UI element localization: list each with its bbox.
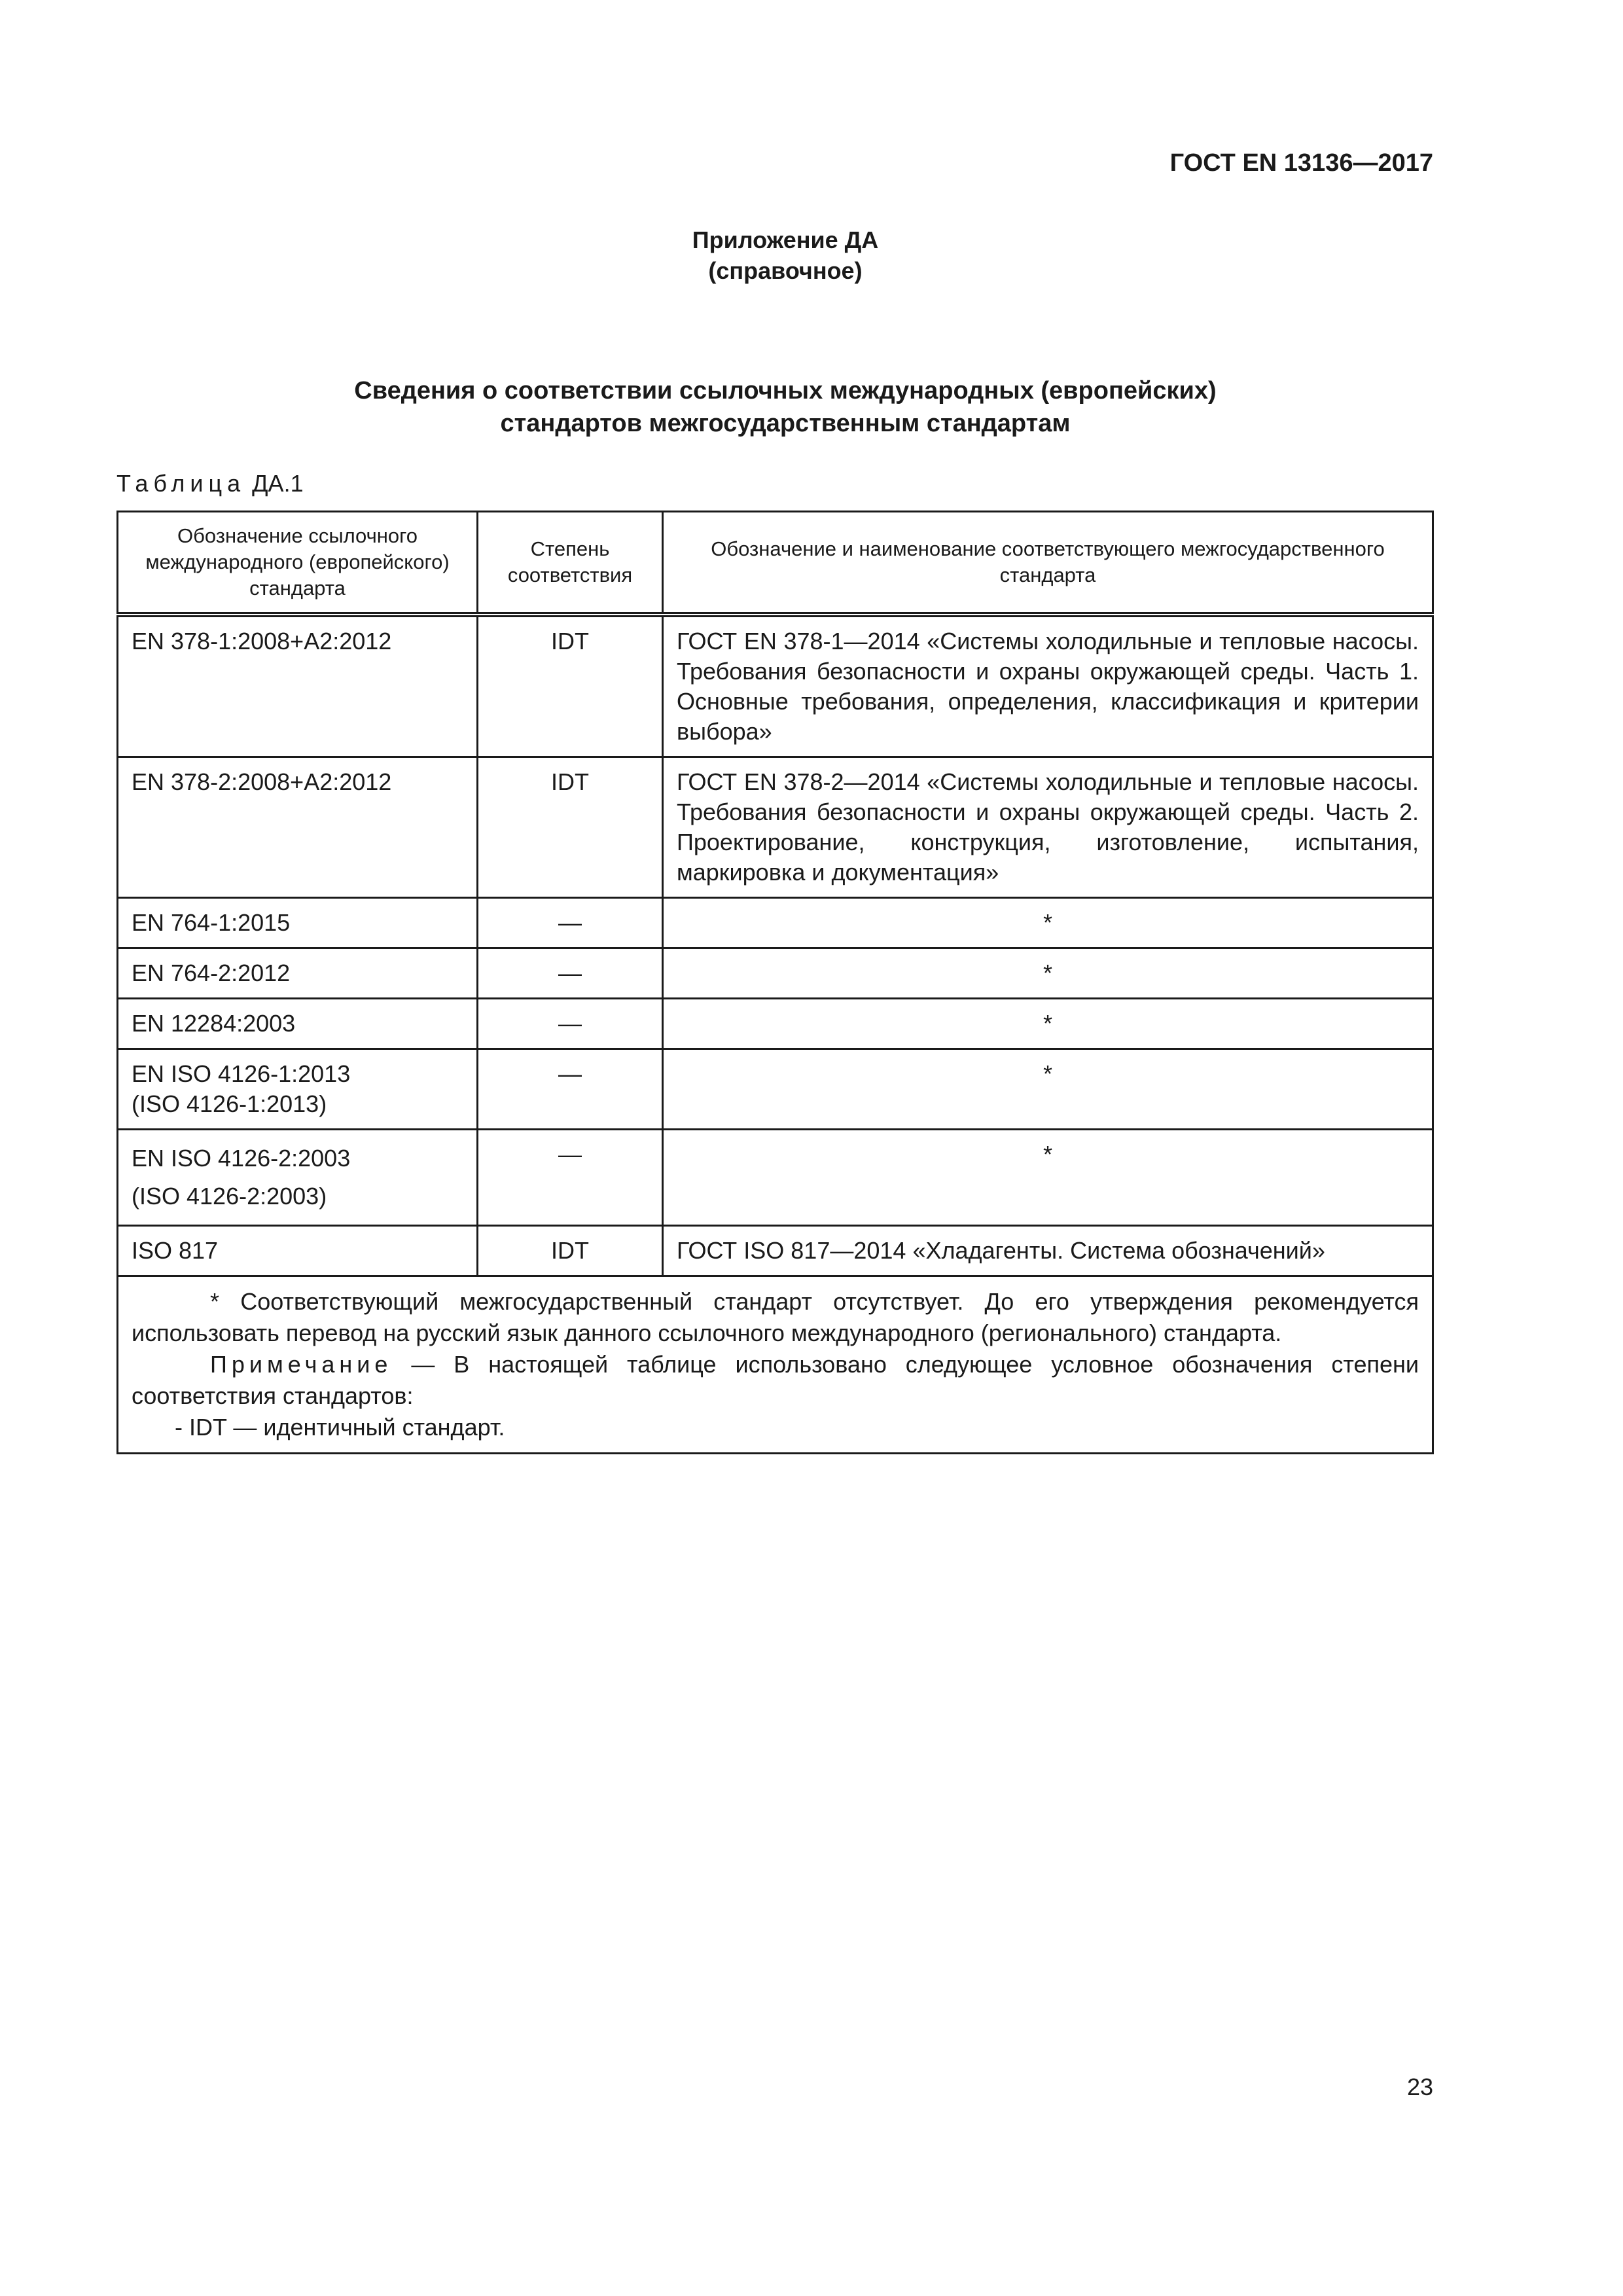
table-label (116, 470, 304, 497)
page-number: 23 (1406, 2073, 1433, 2100)
table-footnote (118, 1276, 1433, 1454)
footnote-bullet: - IDT — идентичный стандарт. (175, 1414, 505, 1441)
degree-cell: IDT (478, 1226, 663, 1276)
gost-cell: ГОСТ EN 378-1—2014 «Системы холодильные и тепловые насосы. Требования безопасности и охраны окружающей среды. Часть 1. Основные требования, определения, классификация и критерии выбора» (663, 615, 1433, 757)
standards-table (116, 511, 1434, 1454)
gost-cell: * (663, 948, 1433, 999)
header-degree: Степень соответствия (478, 512, 663, 615)
heading-line-2: стандартов межгосударственным стандартам (500, 410, 1071, 437)
document-code: ГОСТ EN 13136—2017 (1169, 149, 1433, 177)
table-header-row (118, 512, 1433, 615)
table-footnote-row (118, 1276, 1433, 1454)
footnote-note (132, 1349, 1419, 1412)
ref-cell: EN ISO 4126-2:2003 (ISO 4126-2:2003) (118, 1130, 478, 1226)
ref-cell: EN ISO 4126-1:2013 (ISO 4126-1:2013) (118, 1049, 478, 1130)
header-ref-standard: Обозначение ссылочного международного (европейского) стандарта (118, 512, 478, 615)
heading-line-1: Сведения о соответствии ссылочных международных (европейских) (354, 377, 1217, 404)
note-word: Примечание (210, 1351, 393, 1378)
header-gost-standard: Обозначение и наименование соответствующего межгосударственного стандарта (663, 512, 1433, 615)
ref-cell: EN 764-1:2015 (118, 898, 478, 948)
gost-cell: * (663, 1130, 1433, 1226)
annex-title: Приложение ДА (692, 226, 879, 253)
ref-cell: EN 764-2:2012 (118, 948, 478, 999)
ref-cell: EN 378-2:2008+A2:2012 (118, 757, 478, 898)
table-label-word: Таблица (116, 470, 246, 497)
ref-cell: EN 378-1:2008+A2:2012 (118, 615, 478, 757)
degree-cell: — (478, 1049, 663, 1130)
degree-cell: — (478, 898, 663, 948)
table-row (118, 1226, 1433, 1276)
degree-cell: — (478, 1130, 663, 1226)
table-row (118, 898, 1433, 948)
degree-cell: — (478, 948, 663, 999)
table-row (118, 999, 1433, 1049)
gost-cell: * (663, 999, 1433, 1049)
degree-cell: IDT (478, 757, 663, 898)
gost-cell: * (663, 898, 1433, 948)
table-label-number: ДА.1 (252, 470, 304, 497)
ref-cell: EN 12284:2003 (118, 999, 478, 1049)
table-row (118, 948, 1433, 999)
degree-cell: IDT (478, 615, 663, 757)
section-heading (0, 374, 1571, 440)
ref-cell: ISO 817 (118, 1226, 478, 1276)
table-row (118, 1130, 1433, 1226)
table-row (118, 1049, 1433, 1130)
footnote-star-text: * Соответствующий межгосударственный стандарт отсутствует. До его утверждения рекомендуется использовать перевод на русский язык данного ссылочного международного (регионального) стандарта. (132, 1288, 1419, 1346)
table-row (118, 757, 1433, 898)
annex-subtitle: (справочное) (708, 257, 863, 284)
note-text: — В настоящей таблице использовано следующее условное обозначения степени соответствия стандартов: (132, 1351, 1419, 1409)
gost-cell: ГОСТ ISO 817—2014 «Хладагенты. Система обозначений» (663, 1226, 1433, 1276)
table-row (118, 615, 1433, 757)
gost-cell: ГОСТ EN 378-2—2014 «Системы холодильные и тепловые насосы. Требования безопасности и охраны окружающей среды. Часть 2. Проектирование, конструкция, изготовление, испытания, маркировка и документация» (663, 757, 1433, 898)
gost-cell: * (663, 1049, 1433, 1130)
degree-cell: — (478, 999, 663, 1049)
